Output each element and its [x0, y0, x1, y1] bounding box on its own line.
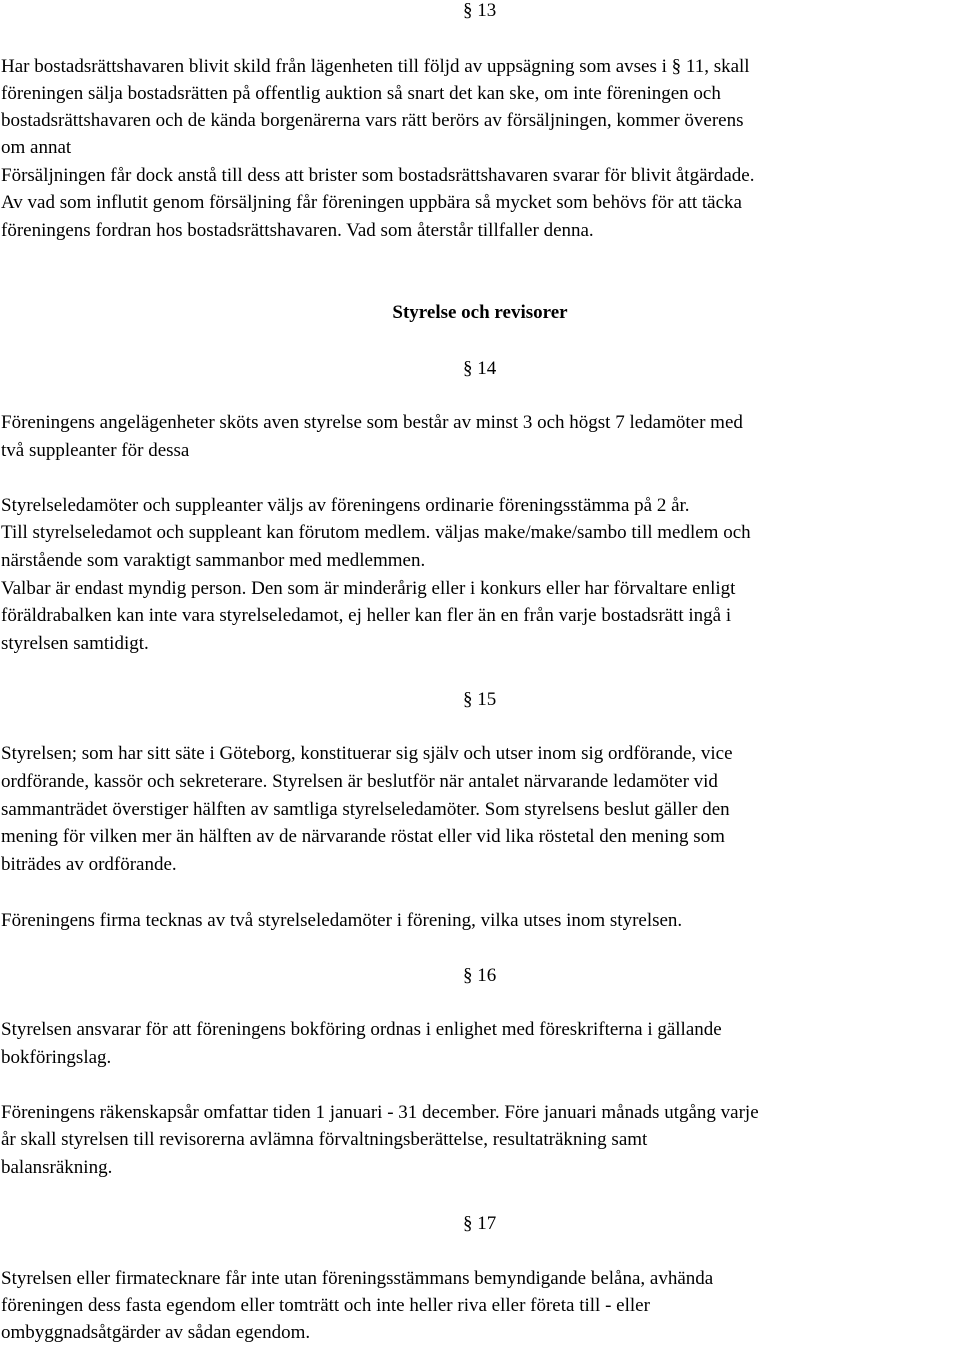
section-13-heading: § 13: [463, 0, 497, 21]
paragraph-line: Styrelsen; som har sitt säte i Göteborg, konstituerar sig själv och utser inom sig ordförande, vice: [1, 743, 733, 764]
paragraph-line: biträdes av ordförande.: [1, 854, 177, 875]
paragraph-line: styrelsen samtidigt.: [1, 633, 149, 654]
paragraph-line: Valbar är endast myndig person. Den som är minderårig eller i konkurs eller har förvaltare enligt: [1, 578, 736, 599]
paragraph-line: år skall styrelsen till revisorerna avlämna förvaltningsberättelse, resultaträkning samt: [1, 1129, 648, 1150]
paragraph-line: Av vad som influtit genom försäljning får föreningen uppbära så mycket som behövs för att täcka: [1, 192, 742, 213]
paragraph-line: föreningen dess fasta egendom eller tomträtt och inte heller riva eller företa till - eller: [1, 1295, 650, 1316]
paragraph-line: Styrelsen ansvarar för att föreningens bokföring ordnas i enlighet med föreskrifterna i gällande: [1, 1019, 722, 1040]
section-16-heading: § 16: [463, 965, 497, 986]
paragraph-line: föreningen sälja bostadsrätten på offentlig auktion så snart det kan ske, om inte föreningen och: [1, 83, 721, 104]
paragraph-line: Styrelseledamöter och suppleanter väljs av föreningens ordinarie föreningsstämma på 2 år.: [1, 495, 690, 516]
paragraph-line: närstående som varaktigt sammanbor med medlemmen.: [1, 550, 426, 571]
paragraph-line: föräldrabalken kan inte vara styrelseledamot, ej heller kan fler än en från varje bostadsrätt ingå i: [1, 605, 732, 626]
paragraph-line: sammanträdet överstiger hälften av samtliga styrelseledamöter. Som styrelsens beslut gäller den: [1, 799, 730, 820]
section-15-heading: § 15: [463, 689, 497, 710]
paragraph-line: Till styrelseledamot och suppleant kan förutom medlem. väljas make/make/sambo till medlem och: [1, 522, 751, 543]
paragraph-line: ombyggnadsåtgärder av sådan egendom.: [1, 1322, 311, 1343]
section-17-heading: § 17: [463, 1213, 497, 1234]
paragraph-line: om annat: [1, 137, 72, 158]
paragraph-line: Styrelsen eller firmatecknare får inte utan föreningsstämmans bemyndigande belåna, avhända: [1, 1268, 714, 1289]
paragraph-line: ordförande, kassör och sekreterare. Styrelsen är beslutför när antalet närvarande ledamöter vid: [1, 771, 718, 792]
paragraph-line: Föreningens angelägenheter sköts aven styrelse som består av minst 3 och högst 7 ledamöter med: [1, 412, 743, 433]
section-14-heading: § 14: [463, 358, 497, 379]
paragraph-line: balansräkning.: [1, 1157, 113, 1178]
paragraph-line: två suppleanter för dessa: [1, 440, 190, 461]
paragraph-line: Har bostadsrättshavaren blivit skild från lägenheten till följd av uppsägning som avses i § 11, skall: [1, 56, 750, 77]
paragraph-line: mening för vilken mer än hälften av de närvarande röstat eller vid lika röstetal den mening som: [1, 826, 725, 847]
paragraph-line: Föreningens räkenskapsår omfattar tiden 1 januari - 31 december. Före januari månads utgång varje: [1, 1102, 759, 1123]
chapter-heading: Styrelse och revisorer: [392, 302, 568, 323]
paragraph-line: Försäljningen får dock anstå till dess att brister som bostadsrättshavaren svarar för blivit åtgärdade.: [1, 165, 755, 186]
paragraph-line: bostadsrättshavaren och de kända borgenärerna vars rätt berörs av försäljningen, kommer överens: [1, 110, 744, 131]
paragraph-line: föreningens fordran hos bostadsrättshavaren. Vad som återstår tillfaller denna.: [1, 220, 594, 241]
paragraph-line: bokföringslag.: [1, 1047, 112, 1068]
paragraph-line: Föreningens firma tecknas av två styrelseledamöter i förening, vilka utses inom styrelsen.: [1, 910, 683, 931]
